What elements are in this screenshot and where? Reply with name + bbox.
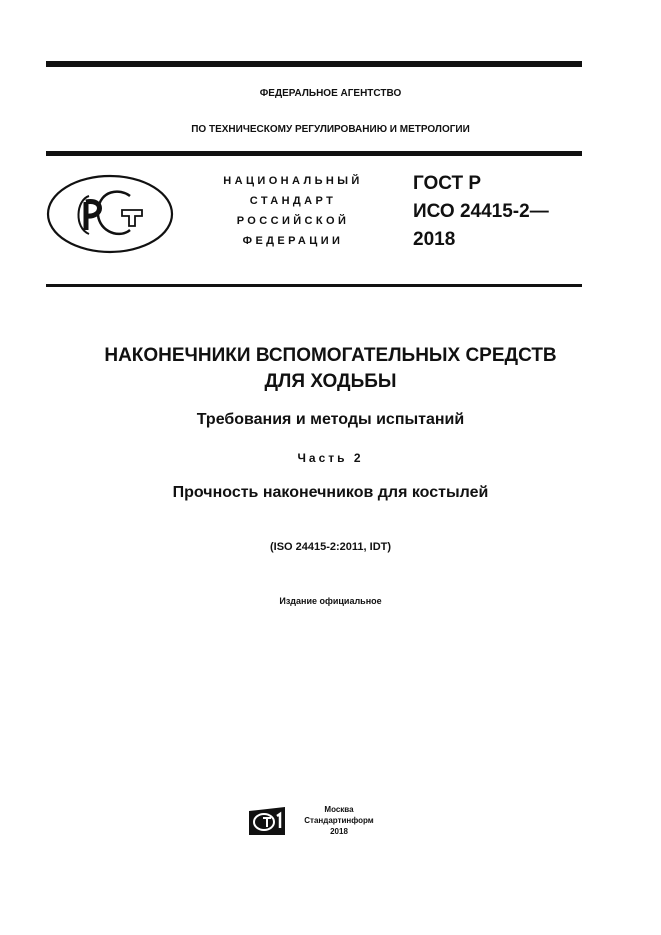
agency-line-2: ПО ТЕХНИЧЕСКОМУ РЕГУЛИРОВАНИЮ И МЕТРОЛОГИИ (191, 124, 470, 135)
designation-line: ИСО 24415-2— (413, 201, 549, 222)
national-standard-label (188, 171, 398, 251)
publisher-year: 2018 (330, 827, 348, 836)
title-line-2: ДЛЯ ХОДЬБЫ (264, 371, 397, 392)
standartinform-logo-icon (248, 806, 286, 836)
national-standard-line: РОССИЙСКОЙ (236, 215, 350, 227)
section-rule (46, 284, 582, 287)
document-subtitle: Требования и методы испытаний (196, 411, 465, 428)
document-title (0, 343, 661, 395)
part-title: Прочность наконечников для костылей (172, 484, 489, 501)
publisher-city: Москва (324, 805, 354, 814)
standard-designation (413, 170, 549, 254)
designation-line: ГОСТ Р (413, 173, 482, 194)
national-standard-line: ФЕДЕРАЦИИ (242, 235, 344, 247)
header-rule (46, 151, 582, 156)
gost-r-logo-icon (46, 174, 174, 254)
publisher-name: Стандартинформ (304, 816, 374, 825)
publisher-info (296, 804, 382, 837)
part-label: Часть 2 (297, 451, 364, 465)
iso-reference: (ISO 24415-2:2011, IDT) (269, 541, 392, 553)
national-standard-line: НАЦИОНАЛЬНЫЙ (223, 175, 363, 187)
title-line-1: НАКОНЕЧНИКИ ВСПОМОГАТЕЛЬНЫХ СРЕДСТВ (104, 345, 557, 366)
national-standard-line: СТАНДАРТ (249, 195, 337, 207)
designation-line: 2018 (413, 229, 456, 250)
edition-label: Издание официальное (279, 596, 382, 606)
top-rule (46, 61, 582, 67)
agency-line-1: ФЕДЕРАЛЬНОЕ АГЕНТСТВО (259, 88, 402, 99)
